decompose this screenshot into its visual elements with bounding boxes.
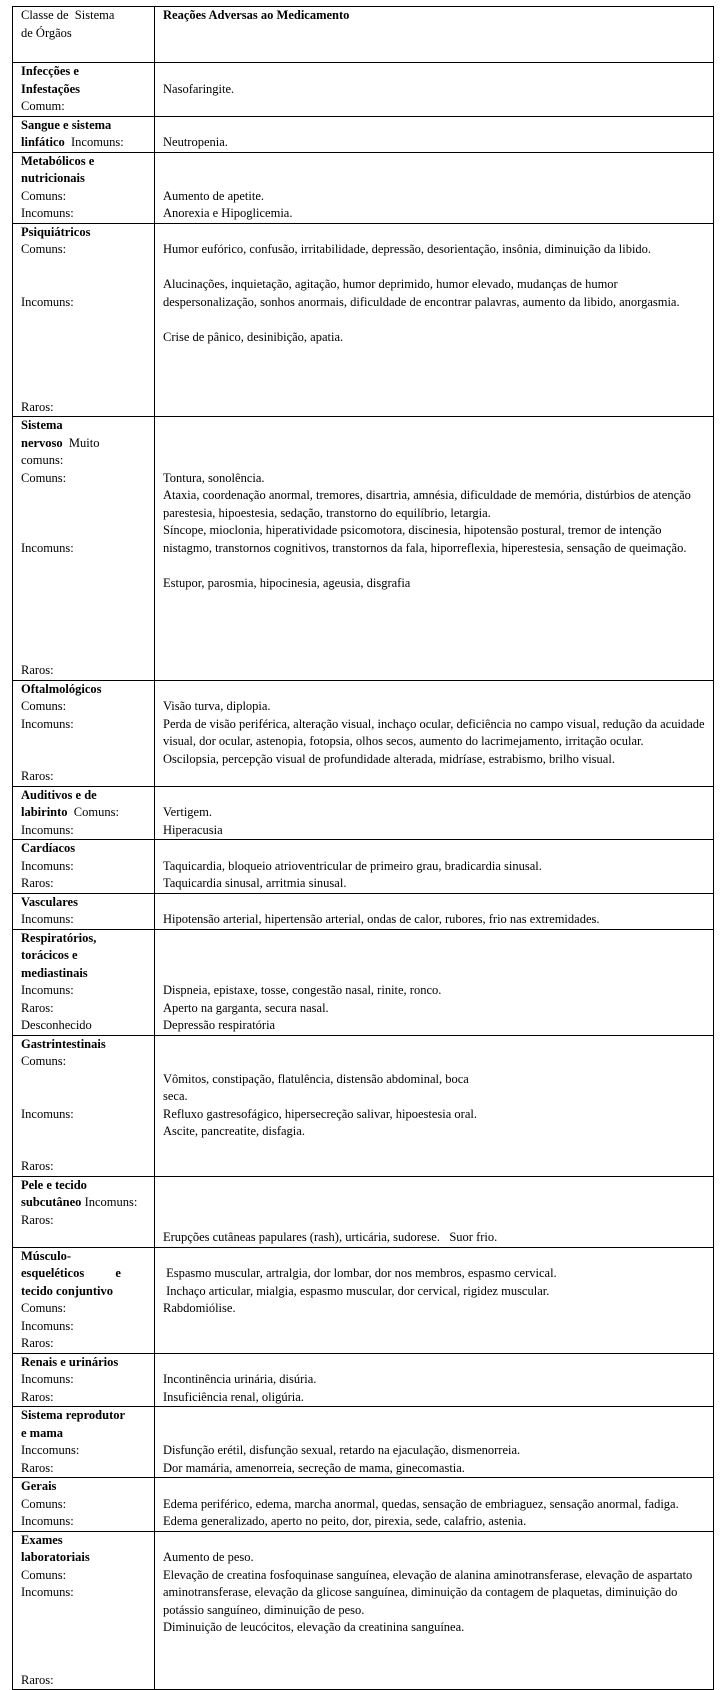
frequency-labels: Incomuns: Raros: [21,858,74,890]
reactions-cell [155,223,714,417]
table-row [13,116,714,152]
reactions-text: Espasmo muscular, artralgia, dor lombar, dor nos membros, espasmo cervical. Inchaço articular, mialgia, espasmo muscular, dor cervical, rigidez muscular. Rabdomiólise. [163,1266,557,1315]
organ-class-name: Pele e tecido subcutâneo [21,1177,87,1209]
reactions-cell [155,1407,714,1478]
header-class-label: Classe de Sistema de Órgãos [21,8,115,40]
organ-class-cell [13,63,155,117]
frequency-labels: Incomuns: [21,912,74,926]
organ-class-name: Renais e urinários [21,1354,119,1369]
organ-class-cell [13,1531,155,1690]
table-row [13,1478,714,1532]
reactions-cell [155,840,714,894]
table-row [13,893,714,929]
header-reactions-label: Reações Adversas ao Medicamento [163,8,350,22]
organ-class-cell [13,1353,155,1407]
organ-class-name: Cardíacos [21,841,76,855]
reactions-text: Vômitos, constipação, flatulência, distensão abdominal, boca seca. Refluxo gastresofágico, hipersecreção salivar, hipoestesia oral. Ascite, pancreatite, disfagia. [163,1071,477,1138]
reactions-cell [155,116,714,152]
frequency-labels: Muito comuns: Comuns: Incomuns: Raros: [21,435,100,677]
organ-class-cell [13,786,155,840]
reactions-text: Visão turva, diplopia. Perda de visão periférica, alteração visual, inchaço ocular, deficiência no campo visual, redução da acuidade visual, dor ocular, astenopia, fotopsia, olhos secos, aumento do lacrimejamento, irritação ocular. Oscilopsia, percepção visual de profundidade alterada, midríase, estrabismo, brilho visual. [163,699,705,766]
frequency-labels: Comuns: Incomuns: Raros: [21,242,74,414]
frequency-labels: Inccomuns: Raros: [21,1443,80,1475]
organ-class-name: Oftalmológicos [21,681,102,696]
table-row [13,680,714,786]
organ-class-cell [13,840,155,894]
table-body [13,7,714,1690]
organ-class-cell [13,1407,155,1478]
organ-class-cell [13,1176,155,1247]
adverse-reactions-table [12,6,714,1690]
organ-class-name: Gastrintestinais [21,1036,106,1051]
organ-class-cell [13,116,155,152]
reactions-text: Dispneia, epistaxe, tosse, congestão nasal, rinite, ronco. Aperto na garganta, secura nasal. Depressão respiratória [163,983,442,1032]
organ-class-name: Sangue e sistema linfático [21,117,112,149]
frequency-labels: Incomuns: Raros: [21,1372,74,1404]
organ-class-cell [13,1035,155,1176]
reactions-cell [155,680,714,786]
reactions-text: Incontinência urinária, disúria. Insuficiência renal, oligúria. [163,1372,317,1404]
table-row [13,929,714,1035]
reactions-cell [155,1478,714,1532]
organ-class-name: Músculo- esqueléticos e tecido conjuntivo [21,1248,121,1298]
reactions-text: Erupções cutâneas papulares (rash), urticária, sudorese. Suor frio. [163,1230,498,1244]
table-row [13,1531,714,1690]
reactions-text: Taquicardia, bloqueio atrioventricular de primeiro grau, bradicardia sinusal. Taquicardia sinusal, arritmia sinusal. [163,858,542,890]
reactions-text: Vertigem. Hiperacusia [163,805,223,837]
table-row [13,1247,714,1353]
organ-class-name: Sistema nervoso [21,418,63,450]
reactions-text: Hipotensão arterial, hipertensão arterial, ondas de calor, rubores, frio nas extremidades. [163,912,600,926]
reactions-text: Humor eufórico, confusão, irritabilidade, depressão, desorientação, insônia, diminuição da libido. Alucinações, inquietação, agitação, humor deprimido, humor elevado, mudanças de humor despersonalização, sonhos anormais, dificuldade de encontrar palavras, aumento da libido, anorgasmia. Crise de pânico, desinibição, apatia. [163,242,680,344]
table-row [13,786,714,840]
reactions-cell [155,63,714,117]
table-row [13,840,714,894]
reactions-cell [155,1531,714,1690]
header-class-cell [13,7,155,63]
reactions-cell [155,929,714,1035]
reactions-text: Disfunção erétil, disfunção sexual, retardo na ejaculação, dismenorreia. Dor mamária, amenorreia, secreção de mama, ginecomastia. [163,1443,521,1475]
header-row [13,7,714,63]
organ-class-cell [13,929,155,1035]
table-row [13,1035,714,1176]
table-row [13,1407,714,1478]
table-row [13,1353,714,1407]
frequency-labels: Comum: [21,99,65,113]
header-reactions-cell [155,7,714,63]
frequency-labels: Comuns: Incomuns: [21,188,74,220]
organ-class-name: Infecções e Infestações [21,64,81,96]
reactions-text: Nasofaringite. [163,81,235,96]
reactions-cell [155,152,714,223]
frequency-labels: Comuns: Incomuns: [21,1496,74,1528]
reactions-cell [155,1176,714,1247]
reactions-text: Edema periférico, edema, marcha anormal, quedas, sensação de embriaguez, sensação anormal, fadiga. Edema generalizado, aperto no peito, dor, pirexia, sede, calafrio, astenia. [163,1496,679,1528]
table-row [13,417,714,681]
table-row [13,152,714,223]
table-row [13,1176,714,1247]
reactions-cell [155,1035,714,1176]
organ-class-cell [13,417,155,681]
frequency-labels: Comuns: Incomuns: [21,805,119,837]
organ-class-name: Metabólicos e nutricionais [21,153,95,185]
frequency-labels: Comuns: Incomuns: Raros: [21,1567,74,1687]
frequency-labels: Incomuns: [64,135,124,149]
reactions-cell [155,893,714,929]
organ-class-name: Respiratórios, torácicos e mediastinais [21,930,97,980]
reactions-cell [155,1247,714,1353]
reactions-cell [155,786,714,840]
organ-class-cell [13,152,155,223]
organ-class-name: Auditivos e de labirinto [21,787,97,819]
frequency-labels: Comuns: Incomuns: Raros: [21,1301,74,1350]
organ-class-cell [13,1247,155,1353]
organ-class-name: Sistema reprodutor e mama [21,1408,126,1440]
reactions-cell [155,417,714,681]
reactions-text: Aumento de peso. Elevação de creatina fosfoquinase sanguínea, elevação de alanina aminotransferase, elevação de aspartato aminotransferase, elevação da glicose sanguínea, diminuição da contagem de plaquetas, diminuição do potássio sanguíneo, diminuição de peso. Diminuição de leucócitos, elevação da creatinina sanguínea. [163,1550,693,1634]
frequency-labels: Comuns: Incomuns: Raros: [21,699,74,783]
organ-class-cell [13,223,155,417]
table-row [13,223,714,417]
frequency-labels: Incomuns: Raros: Desconhecido [21,983,92,1032]
organ-class-name: Psiquiátricos [21,224,91,239]
reactions-text: Neutropenia. [163,135,228,149]
frequency-labels: Incomuns: Raros: [21,1195,138,1227]
table-row [13,63,714,117]
organ-class-cell [13,1478,155,1532]
organ-class-cell [13,680,155,786]
organ-class-cell [13,893,155,929]
organ-class-name: Exames laboratoriais [21,1532,90,1564]
organ-class-name: Gerais [21,1479,57,1493]
reactions-text: Tontura, sonolência. Ataxia, coordenação anormal, tremores, disartria, amnésia, dificuldade de memória, distúrbios de atenção parestesia, hipoestesia, sedação, transtorno do equilíbrio, letargia. Síncope, mioclonia, hiperatividade psicomotora, discinesia, hipotensão postural, tremor de intenção nistagmo, transtornos cognitivos, transtornos da fala, hiporreflexia, hiperestesia, sensação de queimação. Estupor, parosmia, hipocinesia, ageusia, disgrafia [163,470,691,590]
frequency-labels: Comuns: Incomuns: Raros: [21,1054,74,1173]
organ-class-name: Vasculares [21,894,78,909]
reactions-cell [155,1353,714,1407]
reactions-text: Aumento de apetite. Anorexia e Hipoglicemia. [163,188,293,220]
